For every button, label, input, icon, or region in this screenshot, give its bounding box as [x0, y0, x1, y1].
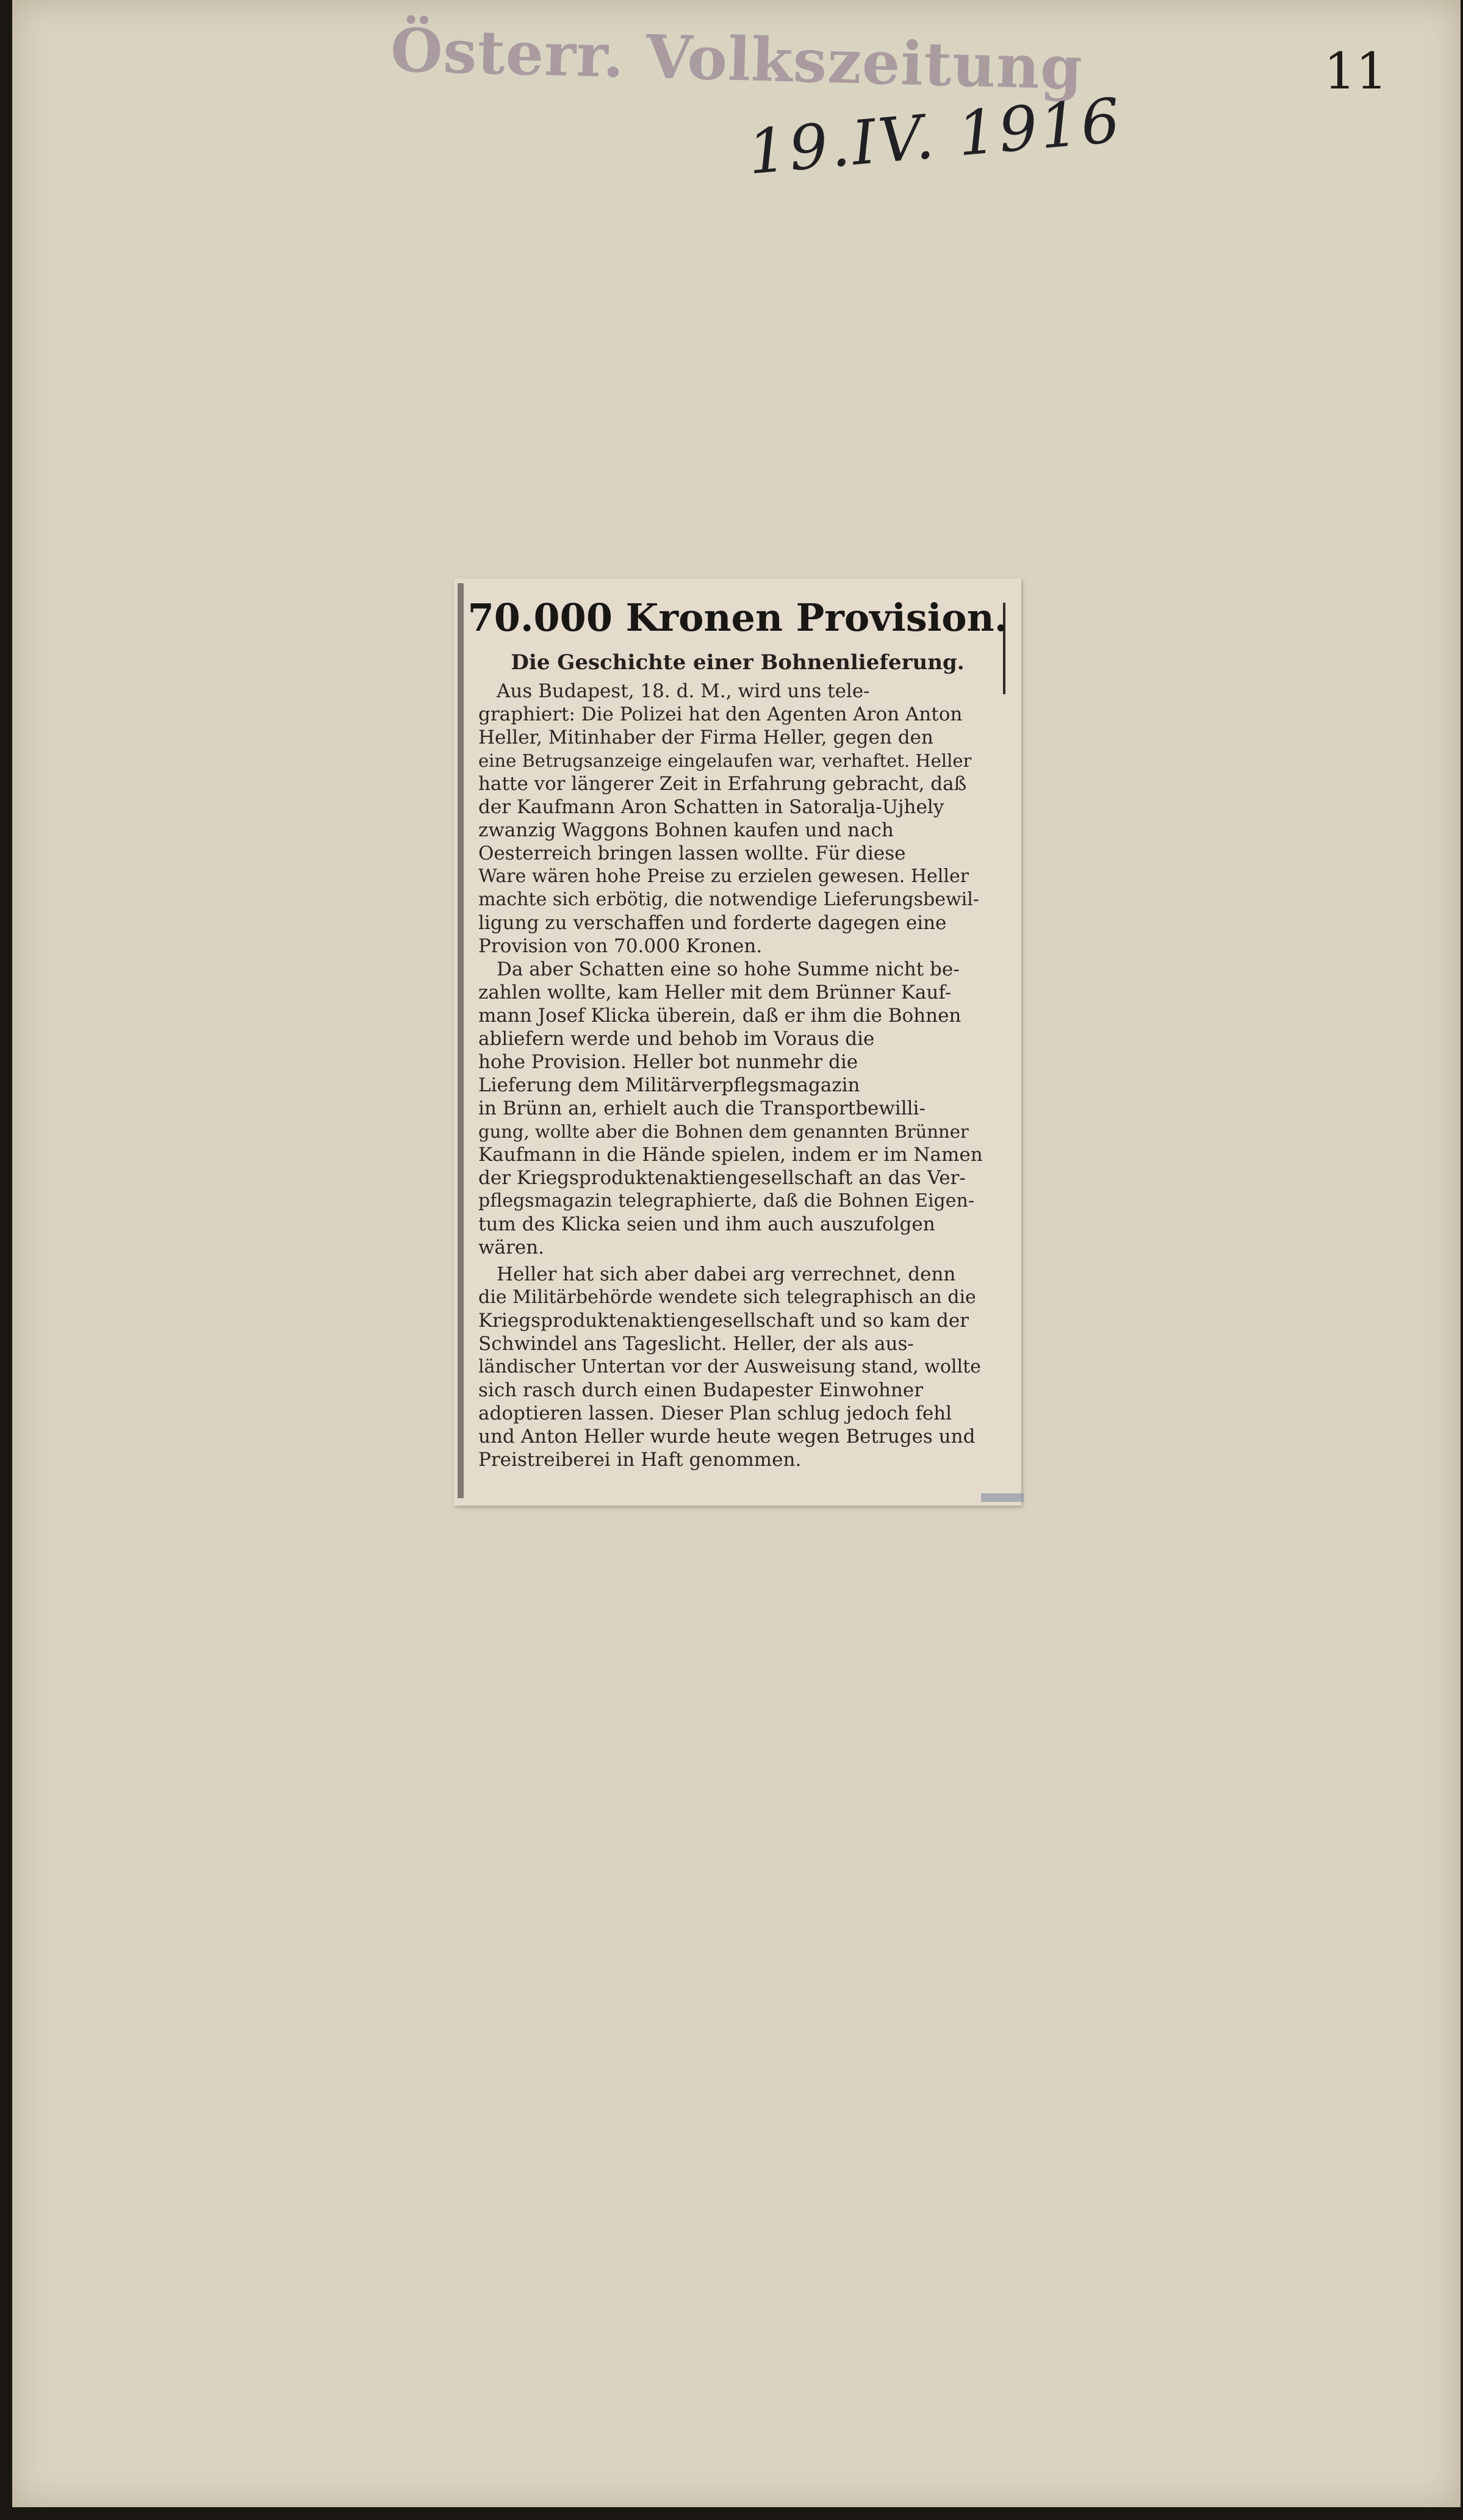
- article-line: Da aber Schatten eine so hohe Summe nicht be-: [497, 958, 960, 980]
- article-line: Ware wären hohe Preise zu erzielen gewesen. Heller: [478, 866, 969, 887]
- article-line: der Kaufmann Aron Schatten in Satoralja-Ujhely: [478, 796, 944, 818]
- article-line: hohe Provision. Heller bot nunmehr die: [478, 1051, 858, 1073]
- article-line: Kriegsproduktenaktiengesellschaft und so kam der: [478, 1310, 969, 1332]
- article-line: tum des Klicka seien und ihm auch auszufolgen: [478, 1213, 935, 1235]
- ink-smudge: [981, 1493, 1024, 1502]
- article-line: ländischer Untertan vor der Ausweisung stand, wollte: [478, 1356, 981, 1377]
- article-line: und Anton Heller wurde heute wegen Betruges und: [478, 1426, 976, 1448]
- article-line: Preistreiberei in Haft genommen.: [478, 1449, 802, 1471]
- article-line: Heller hat sich aber dabei arg verrechnet, denn: [497, 1263, 956, 1285]
- article-line: Lieferung dem Militärverpflegsmagazin: [478, 1074, 860, 1096]
- article-line: der Kriegsproduktenaktiengesellschaft an das Ver-: [478, 1167, 966, 1189]
- article-line: pflegsmagazin telegraphierte, daß die Bohnen Eigen-: [478, 1190, 974, 1212]
- article-line: mann Josef Klicka überein, daß er ihm die Bohnen: [478, 1005, 962, 1027]
- article-line: Oesterreich bringen lassen wollte. Für diese: [478, 842, 906, 864]
- archive-page: [12, 0, 1461, 2507]
- article-line: die Militärbehörde wendete sich telegraphisch an die: [478, 1287, 976, 1308]
- article-line: graphiert: Die Polizei hat den Agenten Aron Anton: [478, 703, 963, 725]
- article-line: Heller, Mitinhaber der Firma Heller, gegen den: [478, 727, 933, 748]
- newspaper-stamp: Österr. Volkszeitung: [389, 15, 1084, 104]
- article-line: gung, wollte aber die Bohnen dem genannten Brünner: [478, 1121, 969, 1142]
- page-number: 11: [1324, 43, 1388, 101]
- article-line: Schwindel ans Tageslicht. Heller, der als aus-: [478, 1333, 914, 1355]
- article-line: hatte vor längerer Zeit in Erfahrung gebracht, daß: [478, 773, 967, 795]
- clipping-edge-shadow: [458, 583, 464, 1498]
- article-line: Provision von 70.000 Kronen.: [478, 935, 763, 957]
- article-line: Kaufmann in die Hände spielen, indem er im Namen: [478, 1144, 983, 1166]
- article-line: adoptieren lassen. Dieser Plan schlug jedoch fehl: [478, 1402, 952, 1424]
- clipping-headline: 70.000 Kronen Provision.: [467, 595, 1008, 640]
- article-line: sich rasch durch einen Budapester Einwohner: [478, 1379, 924, 1401]
- article-line: eine Betrugsanzeige eingelaufen war, verhaftet. Heller: [478, 750, 972, 771]
- article-line: machte sich erbötig, die notwendige Lieferungsbewil-: [478, 889, 979, 910]
- handwritten-date: 19.IV. 1916: [745, 84, 1126, 188]
- article-line: in Brünn an, erhielt auch die Transportbewilli-: [478, 1097, 926, 1119]
- article-line: zahlen wollte, kam Heller mit dem Brünner Kauf-: [478, 982, 952, 1003]
- newspaper-clipping: [454, 578, 1021, 1506]
- article-line: wären.: [478, 1237, 545, 1258]
- article-line: Aus Budapest, 18. d. M., wird uns tele-: [497, 680, 870, 702]
- article-line: ligung zu verschaffen und forderte dagegen eine: [478, 912, 947, 934]
- clipping-subheadline: Die Geschichte einer Bohnenlieferung.: [511, 650, 965, 675]
- article-line: abliefern werde und behob im Voraus die: [478, 1028, 875, 1050]
- article-line: zwanzig Waggons Bohnen kaufen und nach: [478, 819, 894, 841]
